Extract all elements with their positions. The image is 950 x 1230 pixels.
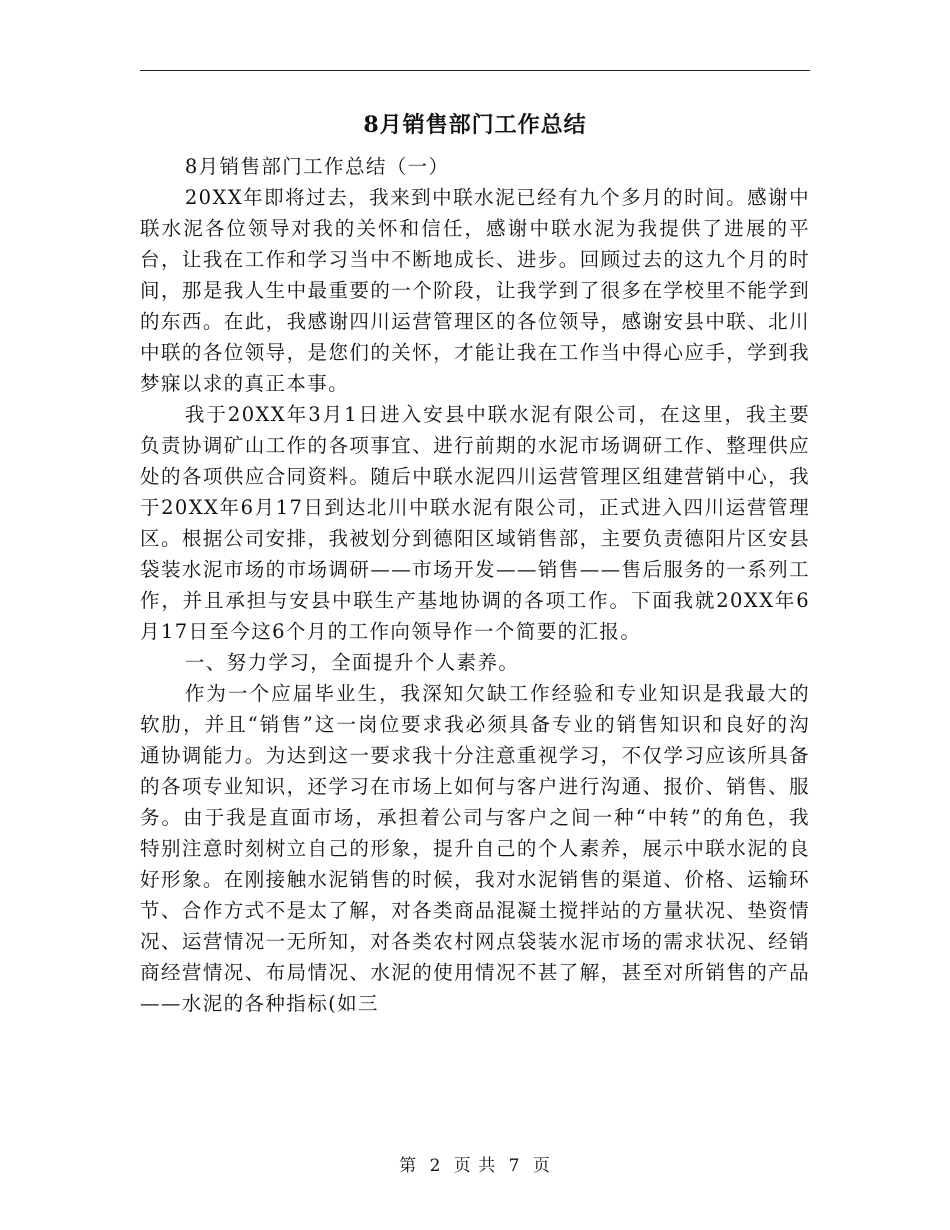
page-footer bbox=[0, 1154, 950, 1178]
paragraph: 20XX年即将过去，我来到中联水泥已经有九个多月的时间。感谢中联水泥各位领导对我的关怀和信任，感谢中联水泥为我提供了进展的平台，让我在工作和学习当中不断地成长、进步。回顾过去的这九个月的时间，那是我人生中最重要的一个阶段，让我学到了很多在学校里不能学到的东西。在此，我感谢四川运营管理区的各位领导，感谢安县中联、北川中联的各位领导，是您们的关怀，才能让我在工作当中得心应手，学到我梦寐以求的真正本事。 bbox=[140, 186, 810, 395]
footer-middle: 页 共 bbox=[453, 1156, 497, 1176]
paragraph: 作为一个应届毕业生，我深知欠缺工作经验和专业知识是我最大的软肋，并且“销售”这一岗位要求我必须具备专业的销售知识和良好的沟通协调能力。为达到这一要求我十分注意重视学习，不仅学习应该所具备的各项专业知识，还学习在市场上如何与客户进行沟通、报价、销售、服务。由于我是直面市场，承担着公司与客户之间一种“中转”的角色，我特别注意时刻树立自己的形象，提升自己的个人素养，展示中联水泥的良好形象。在刚接触水泥销售的时候，我对水泥销售的渠道、价格、运输环节、合作方式不是太了解，对各类商品混凝土搅拌站的方量状况、垫资情况、运营情况一无所知，对各类农村网点袋装水泥市场的需求状况、经销商经营情况、布局情况、水泥的使用情况不甚了解，甚至对所销售的产品——水泥的各种指标(如三 bbox=[140, 682, 810, 1015]
document-body bbox=[140, 151, 810, 1019]
section-heading: 8月销售部门工作总结（一） bbox=[184, 155, 450, 178]
header-rule bbox=[140, 70, 810, 71]
paragraph: 我于20XX年3月1日进入安县中联水泥有限公司，在这里，我主要负责协调矿山工作的各项事宜、进行前期的水泥市场调研工作、整理供应处的各项供应合同资料。随后中联水泥四川运营管理区组建营销中心，我于20XX年6月17日到达北川中联水泥有限公司，正式进入四川运营管理区。根据公司安排，我被划分到德阳区域销售部，主要负责德阳片区安县袋装水泥市场的市场调研——市场开发——销售——售后服务的一系列工作，并且承担与安县中联生产基地协调的各项工作。下面我就20XX年6月17日至今这6个月的工作向领导作一个简要的汇报。 bbox=[140, 403, 810, 643]
footer-total-pages: 7 bbox=[508, 1156, 521, 1176]
section-heading: 一、努力学习，全面提升个人素养。 bbox=[184, 651, 520, 674]
footer-page-number: 2 bbox=[429, 1156, 442, 1176]
footer-suffix: 页 bbox=[532, 1156, 551, 1176]
footer-prefix: 第 bbox=[399, 1156, 418, 1176]
document-title: 8月销售部门工作总结 bbox=[363, 112, 587, 138]
